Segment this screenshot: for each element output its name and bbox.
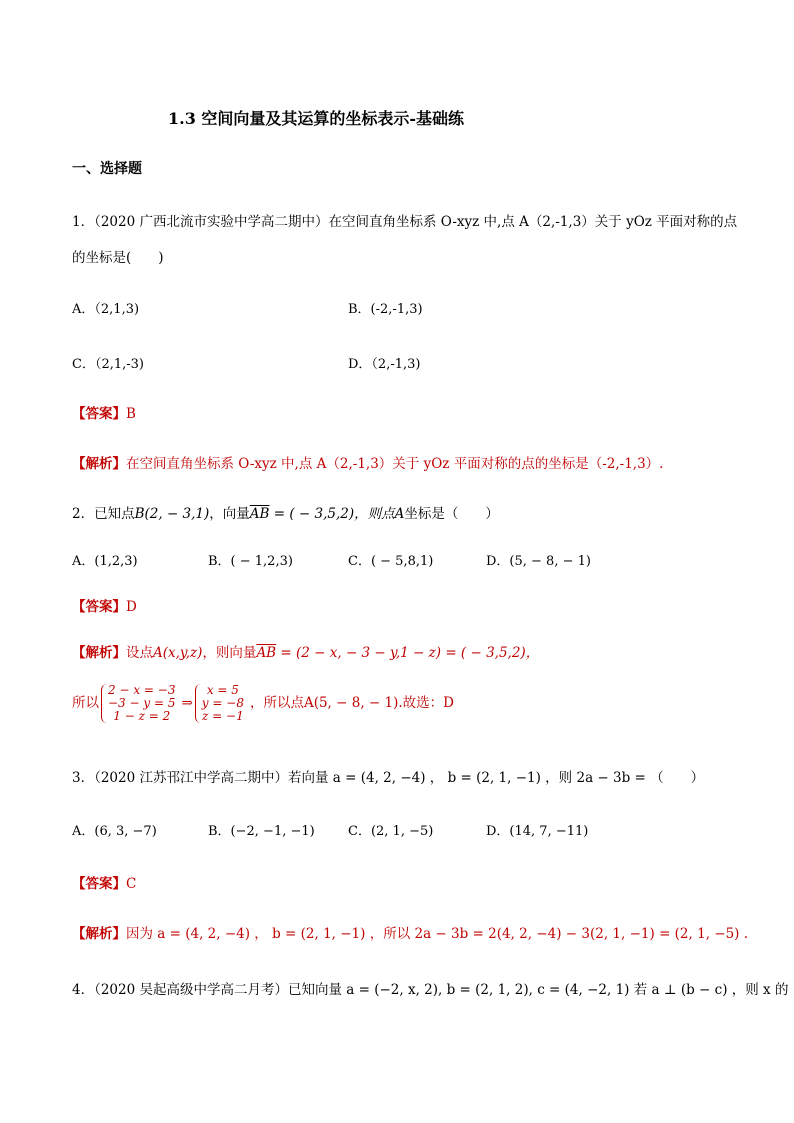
equation-system-1 <box>101 684 179 723</box>
q3-analysis <box>72 922 748 942</box>
q2-vector-ab: $\overline{AB}$ <box>249 506 270 522</box>
analysis-label: 【解析】 <box>72 926 126 942</box>
analysis-vector-ab: $\overline{AB}$ <box>256 645 277 661</box>
q2-option-c: C．( − 5,8,1) <box>348 554 434 569</box>
q3-answer <box>72 872 136 892</box>
answer-label: 【答案】 <box>72 599 126 615</box>
q2-answer <box>72 595 137 615</box>
q1-answer <box>72 402 136 422</box>
q3-option-c: C．(2, 1, −5) <box>348 824 434 839</box>
q2-option-a: A．(1,2,3) <box>72 554 138 569</box>
q1-option-c: C．（2,1,-3) <box>72 357 144 372</box>
analysis-text: ，所以点A(5, − 8, − 1).故选：D <box>249 695 454 711</box>
q3-option-b: B．(−2, −1, −1) <box>208 824 315 839</box>
q1-analysis <box>72 452 663 472</box>
equation-system-2 <box>195 684 248 723</box>
analysis-text: 在空间直角坐标系 O-xyz 中,点 A（2,-1,3）关于 yOz 平面对称的点的坐标是（-2,-1,3）. <box>126 456 664 472</box>
answer-label: 【答案】 <box>72 406 126 422</box>
answer-value: C <box>126 876 137 892</box>
q3-option-a: A．(6, 3, −7) <box>72 824 157 839</box>
q1-stem-line2: 的坐标是( ) <box>72 250 164 266</box>
q2-option-d: D．(5, − 8, − 1) <box>486 554 591 569</box>
system-row: −3 − y = 5 <box>108 696 176 710</box>
analysis-text: ，则向量 <box>202 645 257 661</box>
analysis-equation: = (2 − x, − 3 − y,1 − z) = ( − 3,5,2)， <box>276 645 540 661</box>
analysis-label: 【解析】 <box>72 645 126 661</box>
answer-label: 【答案】 <box>72 876 126 892</box>
analysis-text: 设点 <box>126 645 153 661</box>
q2-analysis-line1 <box>72 641 539 661</box>
q1-stem-line1: 1．（2020 广西北流市实验中学高二期中）在空间直角坐标系 O-xyz 中,点 A（2,-1,3）关于 yOz 平面对称的点 <box>72 214 738 230</box>
system-row: 2 − x = −3 <box>108 683 176 697</box>
analysis-text: 所以 <box>72 695 99 711</box>
answer-value: B <box>126 406 136 422</box>
answer-value: D <box>126 599 137 615</box>
q2-point-a: A <box>394 506 405 522</box>
q2-text: 2．已知点 <box>72 506 135 522</box>
q2-text: 坐标是（ ） <box>404 506 499 522</box>
q3-stem: 3．（2020 江苏邗江中学高二期中）若向量 a = (4, 2, −4) ， b = (2, 1, −1) ，则 2a − 3b = （ ） <box>72 770 705 786</box>
q3-option-d: D．(14, 7, −11) <box>486 824 589 839</box>
q1-option-a: A．（2,1,3) <box>72 302 140 317</box>
q1-option-b: B．(-2,-1,3) <box>348 302 423 317</box>
page-title: 1.3 空间向量及其运算的坐标表示-基础练 <box>168 109 465 128</box>
q2-analysis-line2 <box>72 684 454 723</box>
q2-vector-value: = ( − 3,5,2)，则点 <box>269 506 395 522</box>
section-heading: 一、选择题 <box>72 161 142 177</box>
q1-option-d: D．（2,-1,3) <box>348 357 421 372</box>
analysis-text: 因为 a = (4, 2, −4) ， b = (2, 1, −1) ，所以 2a − 3b = 2(4, 2, −4) − 3(2, 1, −1) = (2, 1, −5) . <box>126 926 749 942</box>
q2-stem <box>72 502 499 522</box>
q2-point-b: B(2, − 3,1) <box>134 506 210 522</box>
system-row: z = −1 <box>202 709 244 723</box>
analysis-point: A(x,y,z) <box>153 645 203 661</box>
q4-stem: 4．（2020 吴起高级中学高二月考）已知向量 a = (−2, x, 2), b = (2, 1, 2), c = (4, −2, 1) 若 a ⊥ (b − c) ，则 x 的 <box>72 982 789 998</box>
implies-arrow: ⇒ <box>181 695 193 711</box>
system-row: y = −8 <box>201 696 244 710</box>
system-row: x = 5 <box>206 683 239 697</box>
q2-option-b: B．( − 1,2,3) <box>208 554 293 569</box>
q2-text: ，向量 <box>209 506 250 522</box>
system-row: 1 − z = 2 <box>113 709 171 723</box>
analysis-label: 【解析】 <box>72 456 126 472</box>
